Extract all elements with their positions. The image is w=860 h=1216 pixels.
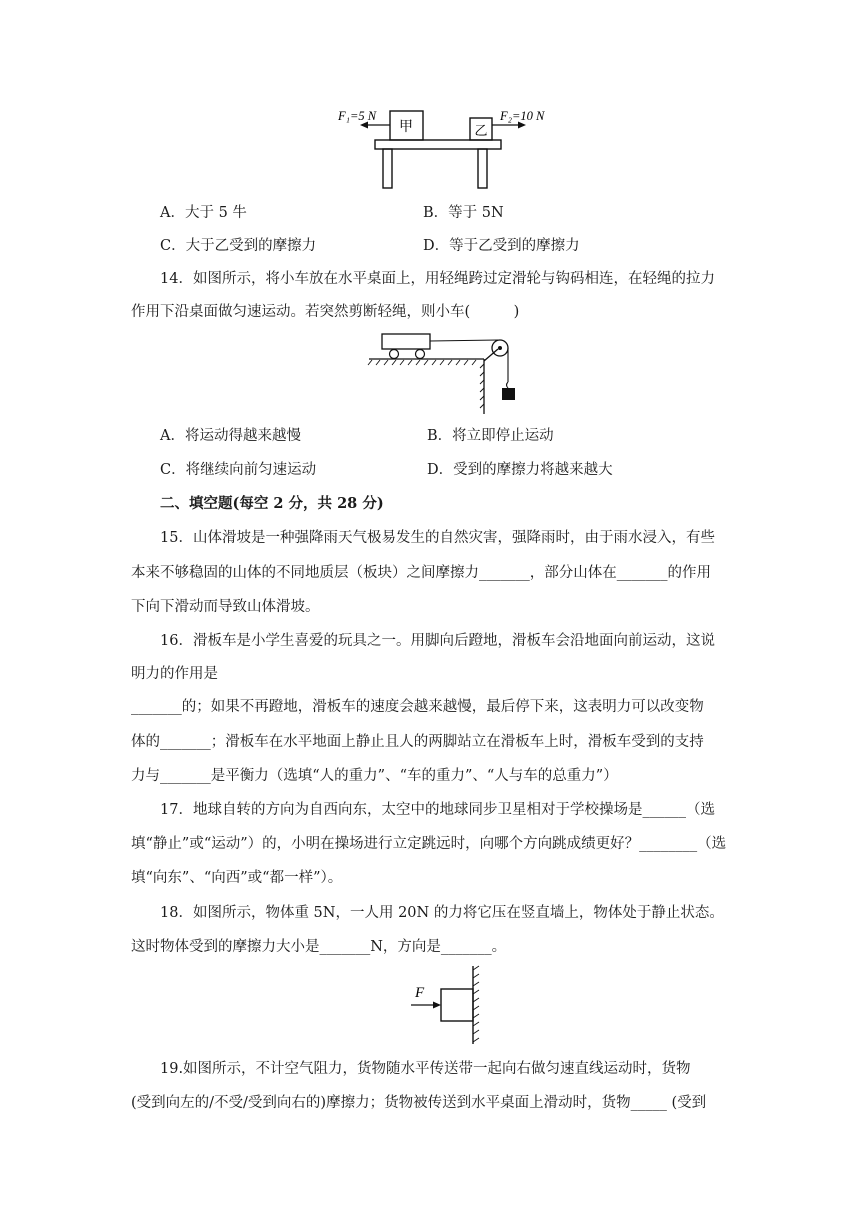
- q16-text-line3: _______的；如果不再蹬地，滑板车的速度会越来越慢，最后停下来，这表明力可以改变物: [131, 699, 704, 715]
- q19-text-line2: (受到向左的/不受/受到向右的)摩擦力；货物被传送到水平桌面上滑动时，货物_____ (受到: [131, 1095, 707, 1111]
- q16-text-line4: 体的_______；滑板车在水平地面上静止且人的两脚站立在滑板车上时，滑板车受到的支持: [131, 734, 704, 750]
- table-leg-right: [478, 149, 487, 188]
- q15-text-line2: 本来不够稳固的山体的不同地质层（板块）之间摩擦力_______，部分山体在_______的作用: [131, 565, 711, 581]
- pressed-block: [441, 989, 473, 1021]
- q16-text-line2: 明力的作用是: [131, 666, 218, 682]
- q14-option-c: C．将继续向前匀速运动: [160, 462, 317, 478]
- q18-text-line1: 18．如图所示，物体重 5N，一人用 20N 的力将它压在竖直墙上，物体处于静止状态。: [160, 905, 724, 921]
- q14-option-d: D．受到的摩擦力将越来越大: [427, 462, 613, 478]
- f1-label: F₁=5 N: [338, 109, 377, 123]
- q13-option-c: C．大于乙受到的摩擦力: [160, 238, 317, 254]
- table-hatching: [368, 360, 476, 365]
- cart-wheel-right: [416, 350, 425, 359]
- cart-wheel-left: [390, 350, 399, 359]
- q14-option-a: A．将运动得越来越慢: [160, 428, 301, 444]
- q17-text-line2: 填“静止”或“运动”）的，小明在操场进行立定跳远时，向哪个方向跳成绩更好？________（选: [131, 836, 727, 852]
- table-leg-left: [383, 149, 392, 188]
- q19-text-line1: 19.如图所示，不计空气阻力，货物随水平传送带一起向右做匀速直线运动时，货物: [160, 1061, 691, 1077]
- q13-option-a: A．大于 5 牛: [160, 205, 247, 221]
- q17-text-line3: 填“向东”、“向西”或“都一样”）。: [131, 870, 343, 886]
- q15-text-line1: 15．山体滑坡是一种强降雨天气极易发生的自然灾害，强降雨时，由于雨水浸入，有些: [160, 530, 715, 546]
- f2-label: F₂=10 N: [500, 109, 545, 123]
- hook: [507, 382, 509, 388]
- q15-text-line3: 下向下滑动而导致山体滑坡。: [131, 599, 320, 615]
- block-jia-label: 甲: [399, 120, 413, 135]
- wall-hatching: [473, 966, 479, 1042]
- q14-text-line1: 14．如图所示，将小车放在水平桌面上，用轻绳跨过定滑轮与钩码相连，在轻绳的拉力: [160, 271, 715, 287]
- force-arrow-head: [433, 1002, 441, 1009]
- q16-text-line1: 16．滑板车是小学生喜爱的玩具之一。用脚向后蹬地，滑板车会沿地面向前运动，这说: [160, 633, 715, 649]
- figure-cart-pulley: [366, 330, 536, 416]
- q14-option-b: B．将立即停止运动: [427, 428, 554, 444]
- section-title: 二、填空题(每空 2 分，共 28 分): [160, 495, 384, 512]
- hanging-weight: [502, 388, 515, 400]
- cart-body: [382, 334, 430, 349]
- q16-text-line5: 力与_______是平衡力（选填“人的重力”、“车的重力”、“人与车的总重力”）: [131, 768, 618, 784]
- block-yi-label: 乙: [474, 123, 488, 138]
- q17-text-line1: 17．地球自转的方向为自西向东，太空中的地球同步卫星相对于学校操场是______（选: [160, 802, 715, 818]
- q13-option-d: D．等于乙受到的摩擦力: [423, 238, 580, 254]
- figure-wall-block: [405, 962, 495, 1048]
- q14-text-line2: 作用下沿桌面做匀速运动。若突然剪断轻绳，则小车( ): [131, 304, 520, 320]
- q13-option-b: B．等于 5N: [423, 205, 504, 221]
- rope-horizontal: [430, 340, 498, 341]
- force-label: F: [415, 985, 425, 1001]
- table-top: [375, 140, 501, 149]
- q18-text-line2: 这时物体受到的摩擦力大小是_______N，方向是_______。: [131, 939, 507, 955]
- figure-table-blocks: [330, 100, 570, 192]
- pulley-axle: [498, 346, 502, 350]
